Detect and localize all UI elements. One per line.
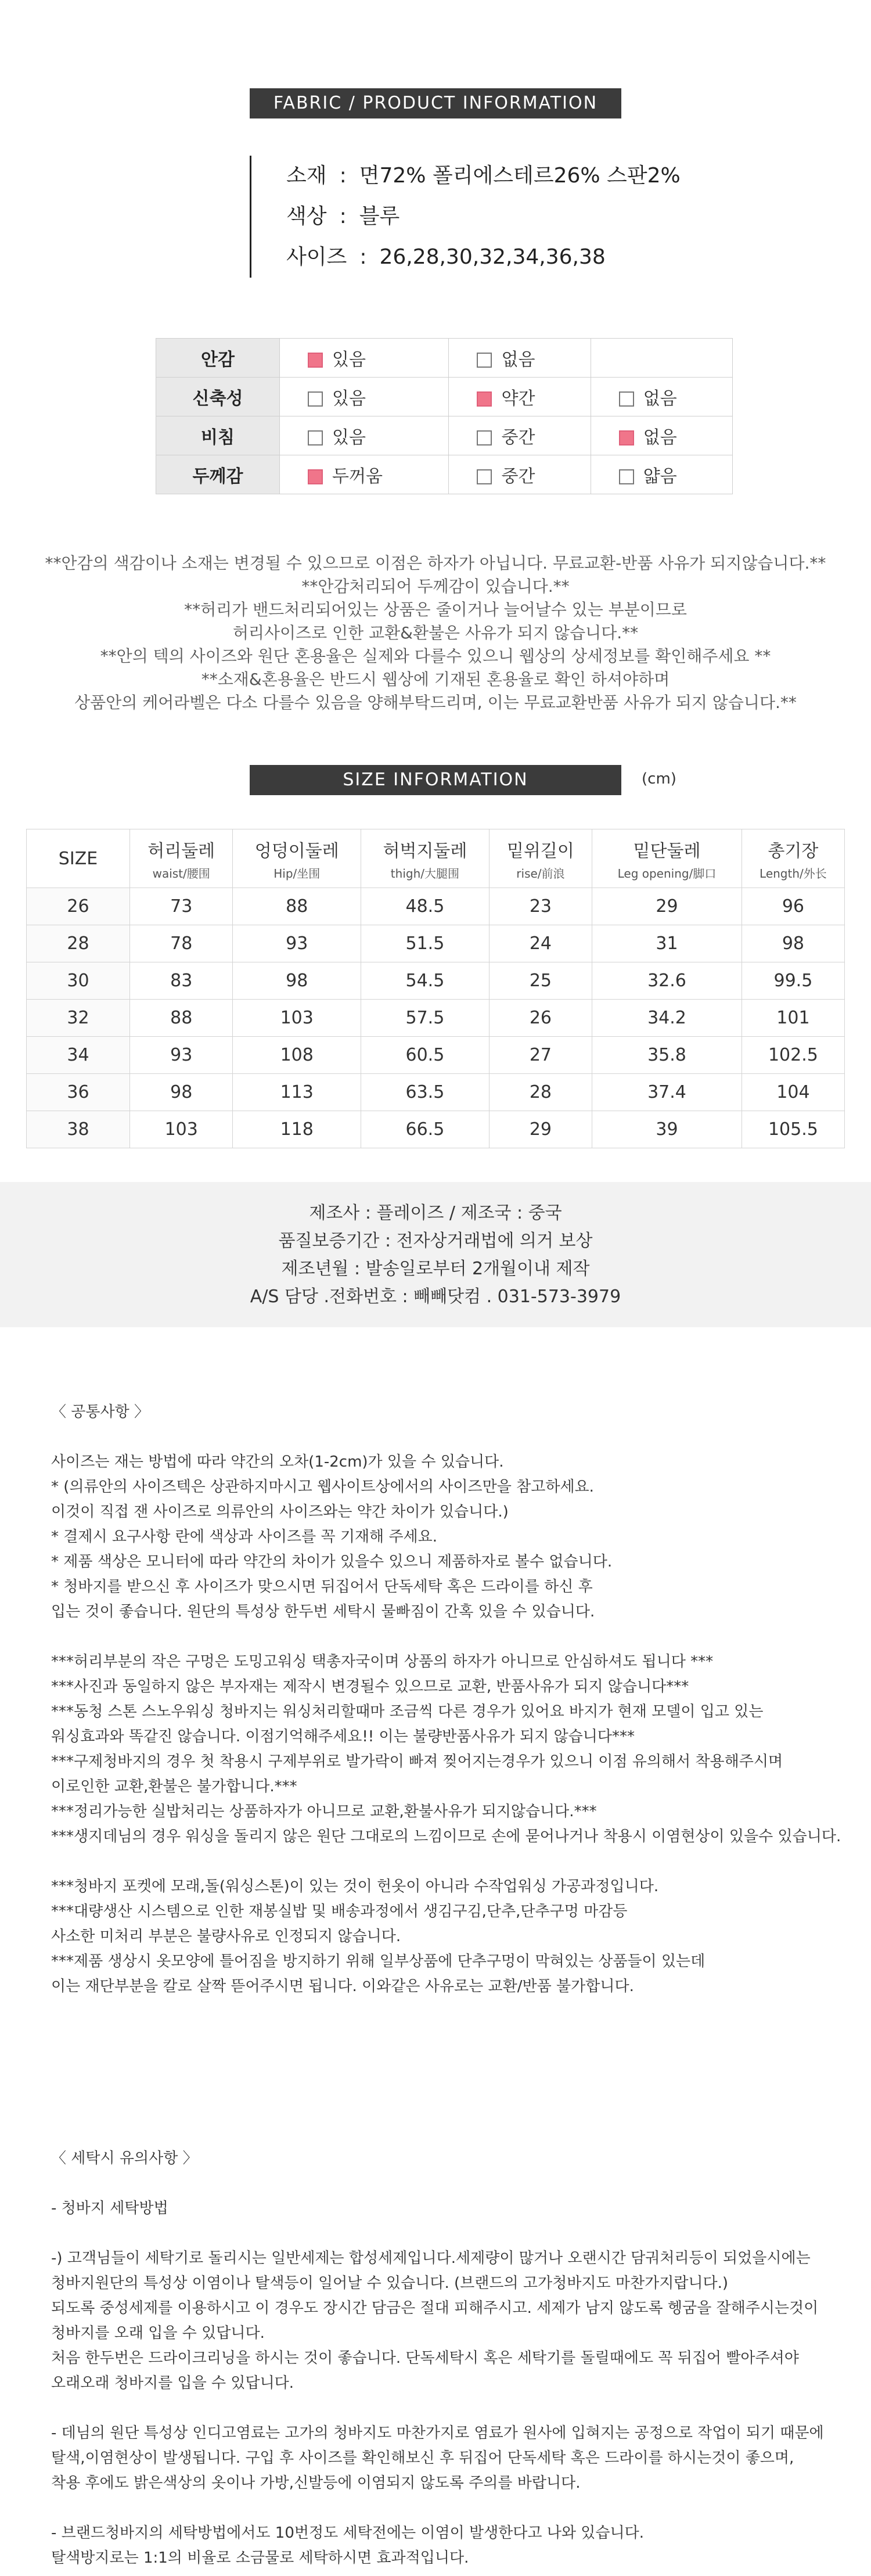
- common-notice: [51, 1400, 841, 1999]
- header-main: SIZE: [58, 848, 98, 869]
- table-cell: 48.5: [361, 888, 490, 925]
- table-cell: 51.5: [361, 925, 490, 962]
- option-label: 중간: [501, 466, 535, 487]
- header-sub: Leg opening/脚口: [617, 866, 717, 881]
- text-line: [51, 2496, 835, 2521]
- header-main: 총기장: [768, 840, 819, 861]
- text-line: 이로인한 교환,환불은 불가합니다.***: [51, 1778, 297, 1795]
- table-cell: 28: [489, 1074, 592, 1111]
- column-header: [489, 829, 592, 888]
- text-line: * 결제시 요구사항 란에 색상과 사이즈를 꼭 기재해 주세요.: [51, 1528, 438, 1546]
- text-line: 사이즈는 재는 방법에 따라 약간의 오차(1-2cm)가 있을 수 있습니다.: [51, 1453, 504, 1471]
- table-cell: 98: [130, 1074, 233, 1111]
- size-table: [26, 829, 845, 1148]
- text-line: 탈색방지로는 1:1의 비율로 소금물로 세탁하시면 효과적입니다.: [51, 2549, 469, 2567]
- text-line: - 데님의 원단 특성상 인디고염료는 고가의 청바지도 마찬가지로 염료가 원사에 입혀지는 공정으로 작업이 되기 때문에: [51, 2424, 824, 2442]
- size-cell: 38: [27, 1111, 130, 1148]
- table-cell: 54.5: [361, 962, 490, 1000]
- text-line: ***구제청바지의 경우 첫 착용시 구제부위로 발가락이 빠져 찢어지는경우가 있으니 이점 유의해서 착용해주시며: [51, 1753, 783, 1770]
- text-line: ***제품 생상시 옷모양에 틀어짐을 방지하기 위해 일부상품에 단추구멍이 막혀있는 상품들이 있는데: [51, 1953, 706, 1970]
- property-label: 안감: [156, 339, 280, 378]
- size-info-banner: SIZE INFORMATION: [250, 765, 621, 795]
- table-row: [27, 925, 845, 962]
- property-option: [449, 378, 591, 416]
- header-main: 허벅지둘레: [383, 840, 467, 861]
- text-line: ***대량생산 시스템으로 인한 재봉실밥 및 배송과정에서 생김구김,단추,단추구멍 마감등: [51, 1903, 628, 1920]
- text-line: 사소한 미처리 부분은 불량사유로 인정되지 않습니다.: [51, 1928, 401, 1945]
- table-cell: 103: [130, 1111, 233, 1148]
- property-option: [280, 339, 449, 378]
- column-header: [742, 829, 844, 888]
- column-header: [592, 829, 742, 888]
- spec-list: [250, 156, 774, 278]
- header-sub: Hip/坐围: [273, 866, 321, 881]
- spec-row-size: [251, 237, 774, 278]
- table-cell: 118: [233, 1111, 361, 1148]
- column-header: [130, 829, 233, 888]
- note-line: **허리가 밴드처리되어있는 상품은 줄이거나 늘어날수 있는 부분이므로: [184, 600, 687, 619]
- option-label: 없음: [501, 350, 535, 370]
- table-cell: 27: [489, 1037, 592, 1074]
- table-cell: 66.5: [361, 1111, 490, 1148]
- spec-colon: :: [339, 204, 347, 228]
- text-line: ***생지데님의 경우 워싱을 돌리지 않은 원단 그대로의 느낌이므로 손에 묻어나거나 착용시 이염현상이 있을수 있습니다.: [51, 1828, 841, 1845]
- header-sub: rise/前浪: [516, 866, 565, 881]
- size-unit: (cm): [642, 770, 676, 788]
- text-line: ***청바지 포켓에 모래,돌(워싱스톤)이 있는 것이 헌옷이 아니라 수작업워싱 가공과정입니다.: [51, 1878, 659, 1895]
- checkbox-icon: [308, 430, 323, 445]
- header-main: 허리둘레: [147, 840, 215, 861]
- note-line: **소재&혼용율은 반드시 웹상에 기재된 혼용율로 확인 하셔야하며: [201, 670, 670, 689]
- text-line: 탈색,이염현상이 발생됩니다. 구입 후 사이즈를 확인해보신 후 뒤집어 단독세탁 혹은 드라이를 하시는것이 좋으며,: [51, 2449, 794, 2467]
- text-line: -) 고객님들이 세탁기로 돌리시는 일반세제는 합성세제입니다.세제량이 많거나 오랜시간 담궈처리등이 되었을시에는: [51, 2250, 811, 2267]
- wash-notice: [51, 2146, 835, 2571]
- spec-value: 26,28,30,32,34,36,38: [379, 245, 606, 269]
- manufacturer-line: 제조사 : 플레이즈 / 제조국 : 중국: [309, 1203, 562, 1223]
- property-option-empty: [591, 339, 732, 378]
- table-row: [27, 1037, 845, 1074]
- spec-colon: :: [359, 245, 367, 269]
- checkbox-icon: [308, 391, 323, 407]
- header-sub: waist/腰围: [152, 866, 210, 881]
- table-cell: 26: [489, 1000, 592, 1037]
- text-line: 오래오래 청바지를 입을 수 있답니다.: [51, 2374, 294, 2392]
- text-line: ***사진과 동일하지 않은 부자재는 제작시 변경될수 있으므로 교환, 반품사유가 되지 않습니다***: [51, 1678, 689, 1695]
- table-cell: 108: [233, 1037, 361, 1074]
- size-cell: 30: [27, 962, 130, 1000]
- size-cell: 36: [27, 1074, 130, 1111]
- option-label: 있음: [332, 350, 366, 370]
- table-cell: 23: [489, 888, 592, 925]
- text-line: ***허리부분의 작은 구멍은 도밍고워싱 택총자국이며 상품의 하자가 아니므로 안심하셔도 됩니다 ***: [51, 1653, 714, 1670]
- note-line: **안감처리되어 두께감이 있습니다.**: [301, 577, 570, 596]
- column-header: [27, 829, 130, 888]
- table-cell: 32.6: [592, 962, 742, 1000]
- table-row: [27, 1074, 845, 1111]
- property-label: 비침: [156, 416, 280, 455]
- text-line: 워싱효과와 똑같진 않습니다. 이점기억해주세요!! 이는 불량반품사유가 되지 않습니다***: [51, 1728, 635, 1745]
- property-option: [591, 416, 732, 455]
- table-cell: 98: [233, 962, 361, 1000]
- text-line: * (의류안의 사이즈텍은 상관하지마시고 웹사이트상에서의 사이즈만을 참고하세요.: [51, 1478, 594, 1496]
- table-cell: 102.5: [742, 1037, 844, 1074]
- table-cell: 39: [592, 1111, 742, 1148]
- table-row: [27, 1000, 845, 1037]
- size-table-header: [27, 829, 845, 888]
- property-option: [280, 455, 449, 494]
- note-line: **안감의 색감이나 소재는 변경될 수 있으므로 이점은 하자가 아닙니다. 무료교환-반품 사유가 되지않습니다.**: [45, 554, 826, 573]
- size-cell: 26: [27, 888, 130, 925]
- text-line: [51, 2171, 835, 2196]
- table-cell: 105.5: [742, 1111, 844, 1148]
- text-line: 이는 재단부분을 칼로 살짝 뜯어주시면 됩니다. 이와같은 사유로는 교환/반품 불가합니다.: [51, 1978, 634, 1995]
- text-line: * 청바지를 받으신 후 사이즈가 맞으시면 뒤집어서 단독세탁 혹은 드라이를 하신 후: [51, 1578, 593, 1596]
- text-line: 처음 한두번은 드라이크리닝을 하시는 것이 좋습니다. 단독세탁시 혹은 세탁기를 돌릴때에도 꼭 뒤집어 빨아주셔야: [51, 2349, 799, 2367]
- table-cell: 93: [130, 1037, 233, 1074]
- header-sub: Length/外长: [760, 866, 827, 881]
- table-cell: 60.5: [361, 1037, 490, 1074]
- text-line: [51, 1849, 835, 1874]
- option-label: 중간: [501, 427, 535, 448]
- column-header: [361, 829, 490, 888]
- property-row-lining: [156, 339, 733, 378]
- product-notes: [0, 552, 871, 714]
- spec-row-material: [251, 156, 774, 196]
- table-cell: 63.5: [361, 1074, 490, 1111]
- text-line: 〈 공통사항 〉: [51, 1403, 149, 1421]
- text-line: 청바지를 오래 입을 수 있답니다.: [51, 2324, 265, 2342]
- checkbox-icon: [477, 353, 492, 368]
- table-cell: 103: [233, 1000, 361, 1037]
- option-label: 없음: [643, 427, 677, 448]
- table-row: [27, 888, 845, 925]
- header-main: 엉덩이둘레: [254, 840, 339, 861]
- note-line: 상품안의 케어라벨은 다소 다를수 있음을 양해부탁드리며, 이는 무료교환반품 사유가 되지 않습니다.**: [74, 693, 797, 712]
- text-line: ***동청 스톤 스노우워싱 청바지는 워싱처리할때마 조금씩 다른 경우가 있어요 바지가 현재 모델이 입고 있는: [51, 1703, 764, 1720]
- table-cell: 104: [742, 1074, 844, 1111]
- text-line: [51, 1425, 835, 1450]
- table-cell: 25: [489, 962, 592, 1000]
- text-line: - 청바지 세탁방법: [51, 2200, 168, 2217]
- text-line: 청바지원단의 특성상 이염이나 탈색등이 일어날 수 있습니다. (브랜드의 고가청바지도 마찬가지랍니다.): [51, 2275, 729, 2292]
- table-row: [27, 962, 845, 1000]
- table-cell: 99.5: [742, 962, 844, 1000]
- property-row-thickness: [156, 455, 733, 494]
- option-label: 있음: [332, 389, 366, 409]
- table-cell: 113: [233, 1074, 361, 1111]
- table-cell: 34.2: [592, 1000, 742, 1037]
- property-row-sheer: [156, 416, 733, 455]
- table-cell: 93: [233, 925, 361, 962]
- checkbox-icon: [477, 391, 492, 407]
- table-cell: 101: [742, 1000, 844, 1037]
- table-cell: 29: [489, 1111, 592, 1148]
- checkbox-icon: [619, 430, 634, 445]
- checkbox-icon: [308, 469, 323, 484]
- fabric-property-table: [156, 338, 733, 494]
- table-cell: 83: [130, 962, 233, 1000]
- text-line: 착용 후에도 밝은색상의 옷이나 가방,신발등에 이염되지 않도록 주의를 바랍니다.: [51, 2474, 581, 2492]
- text-line: 되도록 중성세제를 이용하시고 이 경우도 장시간 담금은 절대 피해주시고. 세제가 남지 않도록 헹굼을 잘해주시는것이: [51, 2300, 819, 2317]
- property-option: [280, 378, 449, 416]
- table-cell: 88: [130, 1000, 233, 1037]
- text-line: [51, 1625, 835, 1650]
- table-cell: 37.4: [592, 1074, 742, 1111]
- text-line: 입는 것이 좋습니다. 원단의 특성상 한두번 세탁시 물빠짐이 간혹 있을 수 있습니다.: [51, 1603, 595, 1621]
- note-line: 허리사이즈로 인한 교환&환불은 사유가 되지 않습니다.**: [232, 623, 639, 642]
- checkbox-icon: [619, 391, 634, 407]
- option-label: 약간: [501, 389, 535, 409]
- property-label: 신축성: [156, 378, 280, 416]
- manufacturer-info: [0, 1182, 871, 1327]
- checkbox-icon: [308, 353, 323, 368]
- text-line: 이것이 직접 잰 사이즈로 의류안의 사이즈와는 약간 차이가 있습니다.): [51, 1503, 509, 1521]
- text-line: [51, 2396, 835, 2421]
- option-label: 얇음: [643, 466, 677, 487]
- spec-value: 면72% 폴리에스테르26% 스판2%: [359, 164, 681, 188]
- fabric-info-banner: FABRIC / PRODUCT INFORMATION: [250, 88, 621, 118]
- spec-key: 색상: [286, 204, 327, 228]
- option-label: 없음: [643, 389, 677, 409]
- table-cell: 73: [130, 888, 233, 925]
- property-option: [449, 416, 591, 455]
- column-header: [233, 829, 361, 888]
- table-cell: 57.5: [361, 1000, 490, 1037]
- note-line: **안의 텍의 사이즈와 원단 혼용율은 실제와 다를수 있으니 웹상의 상세정보를 확인해주세요 **: [100, 646, 771, 666]
- size-cell: 34: [27, 1037, 130, 1074]
- checkbox-icon: [619, 469, 634, 484]
- text-line: * 제품 색상은 모니터에 따라 약간의 차이가 있을수 있으니 제품하자로 볼수 없습니다.: [51, 1553, 613, 1571]
- property-label: 두께감: [156, 455, 280, 494]
- text-line: [51, 2221, 835, 2246]
- text-line: - 브랜드청바지의 세탁방법에서도 10번정도 세탁전에는 이염이 발생한다고 나와 있습니다.: [51, 2524, 645, 2542]
- table-cell: 88: [233, 888, 361, 925]
- option-label: 두꺼움: [332, 466, 383, 487]
- production-date-line: 제조년월 : 발송일로부터 2개월이내 제작: [281, 1259, 590, 1279]
- header-main: 밑단둘레: [633, 840, 701, 861]
- property-option: [591, 455, 732, 494]
- size-cell: 28: [27, 925, 130, 962]
- table-cell: 29: [592, 888, 742, 925]
- checkbox-icon: [477, 430, 492, 445]
- size-cell: 32: [27, 1000, 130, 1037]
- spec-key: 사이즈: [286, 245, 347, 269]
- table-cell: 98: [742, 925, 844, 962]
- spec-value: 블루: [359, 204, 400, 228]
- table-cell: 31: [592, 925, 742, 962]
- text-line: ***정리가능한 실밥처리는 상품하자가 아니므로 교환,환불사유가 되지않습니다.***: [51, 1803, 597, 1820]
- property-row-stretch: [156, 378, 733, 416]
- property-option: [280, 416, 449, 455]
- property-option: [591, 378, 732, 416]
- warranty-line: 품질보증기간 : 전자상거래법에 의거 보상: [278, 1231, 593, 1251]
- header-main: 밑위길이: [506, 840, 574, 861]
- table-cell: 96: [742, 888, 844, 925]
- header-sub: thigh/大腿围: [390, 866, 459, 881]
- checkbox-icon: [477, 469, 492, 484]
- as-contact-line: A/S 담당 .전화번호 : 빼빼닷컴 . 031-573-3979: [250, 1287, 621, 1307]
- spec-colon: :: [339, 164, 347, 188]
- option-label: 있음: [332, 427, 366, 448]
- property-option: [449, 455, 591, 494]
- spec-row-color: [251, 196, 774, 237]
- table-cell: 78: [130, 925, 233, 962]
- table-cell: 35.8: [592, 1037, 742, 1074]
- text-line: 〈 세탁시 유의사항 〉: [51, 2150, 198, 2167]
- table-row: [27, 1111, 845, 1148]
- spec-key: 소재: [286, 164, 327, 188]
- table-cell: 24: [489, 925, 592, 962]
- property-option: [449, 339, 591, 378]
